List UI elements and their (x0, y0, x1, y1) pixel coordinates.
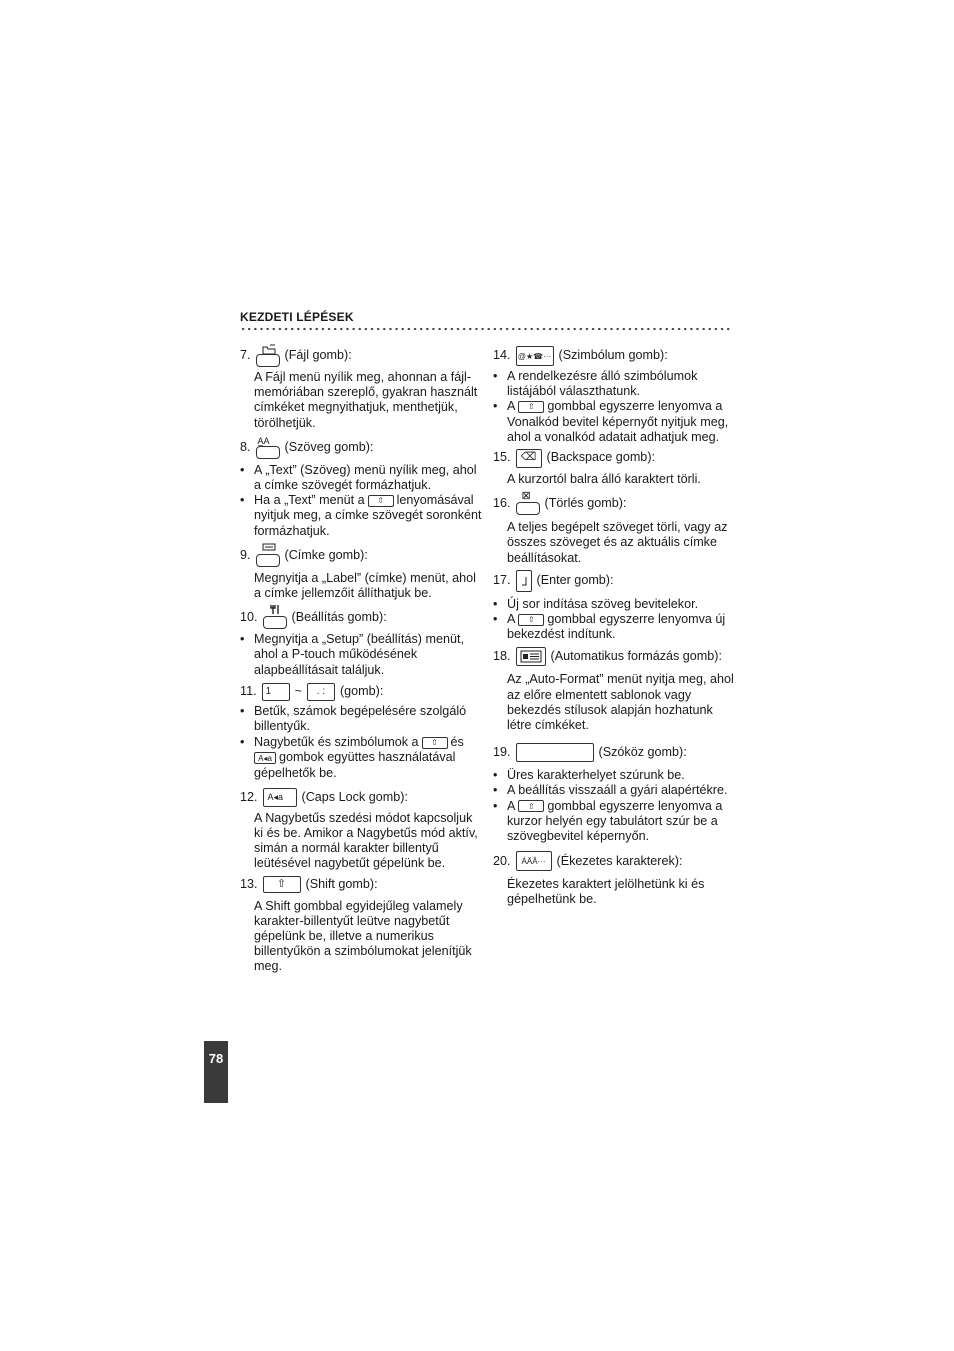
item-label: (Caps Lock gomb): (301, 790, 408, 805)
tilde: ~ (294, 684, 302, 699)
item-12-body: A Nagybetűs szedési módot kapcsoljuk ki és be. Amikor a Nagybetűs mód aktív, simán a normál karakter billentyű leütésével nagybetűt gépelünk be. (254, 810, 478, 871)
caps-lock-key-icon: A◂a (263, 788, 297, 807)
shift-key-icon: ⇧ (422, 737, 448, 749)
item-number: 16. (493, 495, 511, 510)
item-label: (Beállítás gomb): (291, 609, 387, 624)
item-label: (Enter gomb): (536, 573, 614, 588)
text: gombok együttes használatával gépelhetők be. (254, 750, 456, 780)
item-label: (Szimbólum gomb): (558, 348, 668, 363)
item-label: (Backspace gomb): (546, 450, 656, 465)
item-20-body: Ékezetes karaktert jelölhetünk ki és gépelhetünk be. (507, 877, 705, 907)
backspace-key-icon: ⌫ (516, 449, 542, 468)
text: A (507, 612, 516, 627)
item-label: (Címke gomb): (284, 548, 368, 563)
item-label: (Shift gomb): (305, 877, 378, 892)
item-12-heading (240, 785, 482, 811)
text-key-icon (256, 436, 280, 459)
left-column (240, 342, 482, 975)
shift-key-icon: ⇧ (368, 495, 394, 507)
text: gombbal egyszerre lenyomva új bekezdést indítunk. (507, 612, 726, 642)
accent-key-icon: ÁÄÂ··· (516, 851, 552, 871)
item-15-body: A kurzortól balra álló karaktert törli. (507, 472, 701, 487)
text: lenyomásával nyitjuk meg, a címke szövegét soronként formázhatjuk. (254, 493, 482, 538)
item-18-heading (493, 644, 735, 668)
caps-lock-key-icon: A◂a (254, 752, 276, 764)
item-7-body: A Fájl menü nyílik meg, ahonnan a fájl-memóriában szereplő, gyakran használt címkéket megnyithatjuk, menthetjük, törölhetjük. (254, 370, 478, 430)
key-1-icon: 1 (262, 683, 290, 701)
item-19-bullet-3 (493, 799, 735, 845)
item-number: 7. (240, 348, 251, 363)
shift-key-icon: ⇧ (518, 800, 544, 812)
item-13-heading (240, 874, 482, 896)
file-key-icon (256, 354, 280, 367)
item-number: 10. (240, 609, 258, 624)
item-number: 11. (240, 684, 257, 699)
item-14-bullet-1: • A rendelkezésre álló szimbólumok listájából választhatunk. (493, 369, 735, 399)
item-16-heading (493, 488, 735, 518)
key-period-colon-icon: . : (307, 683, 335, 701)
item-20-heading (493, 848, 735, 874)
item-11-heading (240, 680, 482, 704)
text: A (507, 798, 516, 813)
key-glyph: ⊠ (521, 489, 531, 502)
text: és (450, 735, 464, 750)
section-title: KEZDETI LÉPÉSEK (240, 310, 354, 324)
enter-key-icon (516, 570, 532, 592)
item-number: 18. (493, 648, 511, 663)
text: Ha a „Text” menüt a (254, 493, 365, 508)
label-key-icon (256, 554, 280, 567)
item-number: 19. (493, 744, 511, 759)
item-8-bullet-2 (240, 493, 482, 539)
item-17-heading (493, 567, 735, 595)
item-15-heading (493, 446, 735, 470)
item-number: 13. (240, 877, 258, 892)
item-19-bullet-1: • Üres karakterhelyet szúrunk be. (493, 768, 735, 783)
right-column (493, 344, 735, 908)
dotted-divider (240, 326, 732, 332)
item-8-heading (240, 433, 482, 463)
item-17-bullet-1: • Új sor indítása szöveg bevitelekor. (493, 597, 735, 612)
item-14-heading (493, 344, 735, 368)
text: A (507, 399, 516, 414)
item-14-bullet-2 (493, 399, 735, 445)
item-label: (Szóköz gomb): (598, 744, 687, 759)
item-18-body: Az „Auto-Format” menüt nyitja meg, ahol az előre elmentett sablonok vagy bekezdés stílusok alapján hozhatunk létre címkéket. (507, 672, 734, 733)
item-10-bullet-1: • Megnyitja a „Setup” (beállítás) menüt, ahol a P-touch működésének alapbeállításait találjuk. (240, 632, 482, 678)
item-number: 14. (493, 348, 511, 363)
item-10-heading (240, 602, 482, 632)
text: gombbal egyszerre lenyomva a kurzor helyén egy tabulátort szúr be a szövegbevitel képernyőn. (507, 798, 723, 844)
item-number: 15. (493, 450, 511, 465)
text: Nagybetűk és szimbólumok a (254, 735, 419, 750)
item-number: 8. (240, 440, 251, 455)
item-8-bullet-1: • A „Text” (Szöveg) menü nyílik meg, ahol a címke szövegét formázhatjuk. (240, 463, 482, 493)
item-number: 17. (493, 573, 511, 588)
item-9-body: Megnyitja a „Label” (címke) menüt, ahol a címke jellemzőit állíthatjuk be. (254, 570, 476, 601)
shift-key-icon: ⇧ (518, 614, 544, 626)
item-19-heading (493, 739, 735, 765)
item-11-bullet-1: • Betűk, számok begépelésére szolgáló billentyűk. (240, 704, 482, 734)
item-label: (Fájl gomb): (284, 348, 352, 363)
text: gombbal egyszerre lenyomva a Vonalkód bevitel képernyőt nyitjuk meg, ahol a vonalkód adatait adhatjuk meg. (507, 399, 729, 444)
space-key-icon (516, 743, 594, 762)
item-number: 12. (240, 790, 258, 805)
item-11-bullet-2 (240, 735, 482, 781)
item-16-body: A teljes begépelt szöveget törli, vagy az összes szöveget és az aktuális címke beállításokat. (507, 520, 728, 565)
item-9-heading (240, 541, 482, 571)
symbol-key-icon: @★☎··· (516, 346, 554, 366)
item-number: 20. (493, 853, 511, 868)
item-label: (Ékezetes karakterek): (556, 853, 683, 868)
item-label: (gomb): (339, 684, 384, 699)
item-label: (Törlés gomb): (544, 495, 627, 510)
item-19-bullet-2: • A beállítás visszaáll a gyári alapértékre. (493, 783, 735, 798)
item-7-heading (240, 342, 482, 370)
item-label: (Automatikus formázás gomb): (550, 648, 722, 663)
key-glyph: A̲A (257, 436, 270, 447)
setup-key-icon (263, 616, 287, 629)
shift-key-icon: ⇧ (518, 401, 544, 413)
item-17-bullet-2 (493, 612, 735, 642)
clear-key-icon (516, 489, 540, 515)
auto-format-key-icon (516, 647, 546, 666)
item-13-body: A Shift gombbal egyidejűleg valamely karakter-billentyűt leütve nagybetűt gépelünk be, illetve a numerikus billentyűkön a szimbólumokat jelenítjük meg. (254, 898, 472, 974)
item-number: 9. (240, 548, 251, 563)
item-label: (Szöveg gomb): (284, 440, 374, 455)
shift-key-icon: ⇧ (263, 876, 301, 893)
page-number-tab: 78 (204, 1041, 228, 1103)
